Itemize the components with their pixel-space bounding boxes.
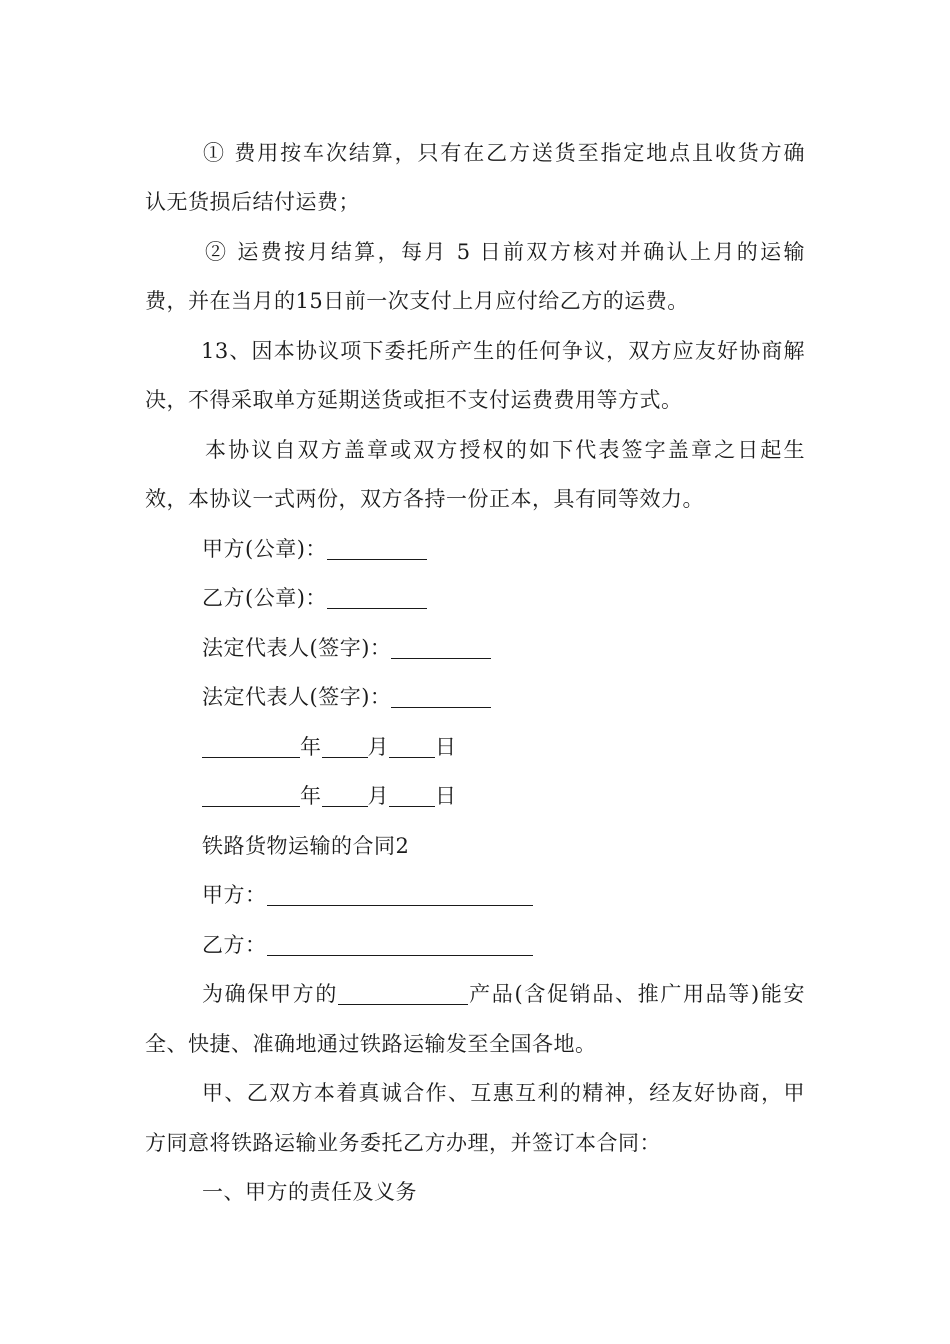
party-a-seal-line: [202, 534, 427, 564]
date-line-2: [202, 781, 457, 811]
contract-2-cooperation-line1: 甲、乙双方本着真诚合作、互惠互利的精神，经友好协商，甲: [202, 1081, 805, 1105]
date-1-year-label: 年: [300, 735, 322, 759]
para-dispute-line2: 决，不得采取单方延期送货或拒不支付运费费用等方式。: [145, 388, 683, 412]
legal-rep-1-label: 法定代表人(签字)：: [202, 636, 392, 660]
date-2-year-label: 年: [300, 784, 322, 808]
date-2-month-label: 月: [367, 784, 389, 808]
legal-rep-1-line: [202, 633, 491, 663]
contract-2-party-a-blank[interactable]: [267, 883, 533, 906]
para-effectiveness-line1: 本协议自双方盖章或双方授权的如下代表签字盖章之日起生: [205, 438, 805, 462]
date-1-year-blank[interactable]: [202, 735, 300, 758]
date-2-day-blank[interactable]: [389, 784, 435, 807]
party-b-seal-blank[interactable]: [327, 586, 427, 609]
contract-2-party-a-line: [202, 880, 533, 910]
date-2-year-blank[interactable]: [202, 784, 300, 807]
party-a-seal-blank[interactable]: [327, 537, 427, 560]
date-1-day-label: 日: [435, 735, 457, 759]
para-fee-per-trip-line2: 认无货损后结付运费；: [145, 190, 360, 214]
legal-rep-2-blank[interactable]: [391, 685, 491, 708]
para-monthly-settlement-line2: 费，并在当月的15日前一次支付上月应付给乙方的运费。: [145, 289, 689, 313]
contract-2-intro-part1: 为确保甲方的: [202, 982, 338, 1006]
party-a-seal-label: 甲方(公章)：: [202, 537, 327, 561]
date-2-month-blank[interactable]: [322, 784, 368, 807]
contract-2-party-a-label: 甲方：: [202, 883, 267, 907]
para-effectiveness-line2: 效，本协议一式两份，双方各持一份正本，具有同等效力。: [145, 487, 704, 511]
para-dispute-line1: 13、因本协议项下委托所产生的任何争议，双方应友好协商解: [201, 339, 805, 363]
legal-rep-2-line: [202, 682, 491, 712]
para-monthly-settlement-line1: ② 运费按月结算，每月 5 日前双方核对并确认上月的运输: [205, 240, 805, 264]
legal-rep-1-blank[interactable]: [391, 636, 491, 659]
para-fee-per-trip-line1: ① 费用按车次结算，只有在乙方送货至指定地点且收货方确: [203, 141, 805, 165]
contract-2-intro-line2: 全、快捷、准确地通过铁路运输发至全国各地。: [145, 1032, 597, 1056]
section-heading-party-a-duties: 一、甲方的责任及义务: [202, 1180, 417, 1204]
contract-2-cooperation-line2: 方同意将铁路运输业务委托乙方办理，并签订本合同：: [145, 1131, 661, 1155]
contract-2-party-b-label: 乙方：: [202, 933, 267, 957]
legal-rep-2-label: 法定代表人(签字)：: [202, 685, 392, 709]
contract-2-party-b-line: [202, 930, 533, 960]
contract-2-intro-part2: 产品(含促销品、推广用品等)能安: [467, 982, 805, 1006]
contract-2-intro-line1: [202, 979, 805, 1009]
contract-2-product-blank[interactable]: [338, 982, 468, 1005]
date-1-day-blank[interactable]: [389, 735, 435, 758]
date-1-month-blank[interactable]: [322, 735, 368, 758]
date-2-day-label: 日: [435, 784, 457, 808]
date-line-1: [202, 732, 457, 762]
date-1-month-label: 月: [367, 735, 389, 759]
party-b-seal-label: 乙方(公章)：: [202, 586, 327, 610]
contract-2-title: 铁路货物运输的合同2: [202, 834, 410, 858]
contract-2-party-b-blank[interactable]: [267, 933, 533, 956]
party-b-seal-line: [202, 583, 427, 613]
